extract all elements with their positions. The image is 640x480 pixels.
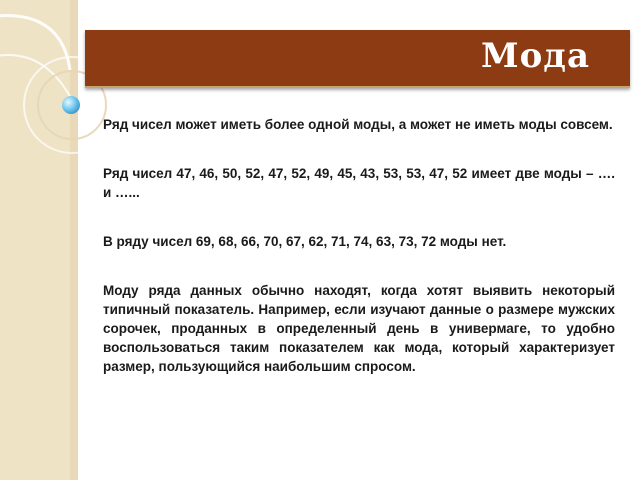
paragraph-mode-usage: Моду ряда данных обычно находят, когда хотят выявить некоторый типичный показатель. Например, если изучают данные о размере мужских сорочек, проданных в определенный день в универмаге, то удобно воспользоваться таким показателем как мода, который характеризует размер, пользующийся наибольшим спросом. <box>103 283 615 374</box>
paragraph-two-modes-example: Ряд чисел 47, 46, 50, 52, 47, 52, 49, 45, 43, 53, 53, 47, 52 имеет две моды – …. и …... <box>103 166 615 200</box>
slide-content <box>103 115 615 376</box>
paragraph-no-mode-example: В ряду чисел 69, 68, 66, 70, 67, 62, 71, 74, 63, 73, 72 моды нет. <box>103 234 507 249</box>
slide-title: Мода <box>480 36 590 76</box>
paragraph-multiple-modes: Ряд чисел может иметь более одной моды, а может не иметь моды совсем. <box>103 117 613 132</box>
title-bar <box>85 30 630 88</box>
blue-sphere-icon <box>62 96 80 114</box>
